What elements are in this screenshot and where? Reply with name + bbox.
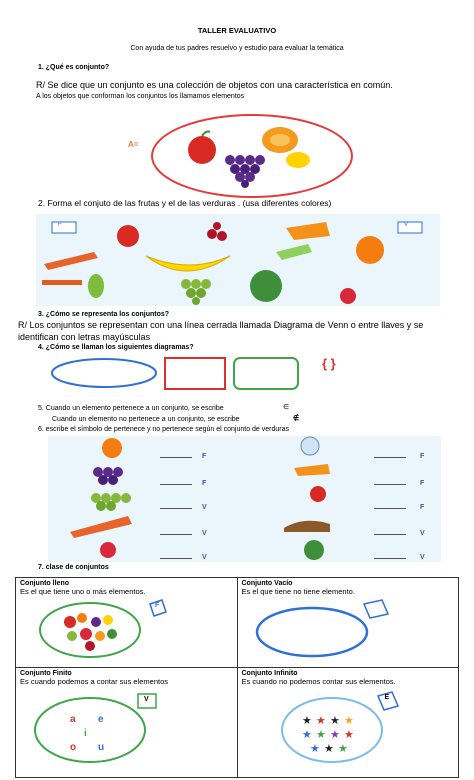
set-label: A= (128, 140, 139, 149)
cell-empty-set (237, 578, 459, 668)
row-3-right-mark: F (420, 504, 425, 511)
venn-rectangle-shape (165, 358, 225, 389)
venn-ellipse-shape (52, 359, 156, 387)
svg-text:★: ★ (309, 742, 320, 755)
fruit-cluster-icon (64, 613, 117, 651)
orange-icon (102, 438, 122, 458)
cell-empty-set-title: Conjunto Vacío (241, 580, 293, 587)
orange-slice-icon (286, 222, 330, 240)
row-5-right-mark: V (420, 554, 425, 561)
cell-finite-set-title: Conjunto Finito (20, 670, 72, 677)
row-3-left-mark: V (202, 504, 207, 511)
leek-icon (276, 244, 312, 260)
radish-icon (340, 288, 356, 304)
vowel-i: i (84, 728, 87, 739)
empty-set-diagram (242, 596, 452, 660)
cell-empty-set-text: Es el que tiene no tiene elemento. (241, 587, 355, 596)
cell-infinite-set-text: Es cuando no podemos contar sus elementos. (241, 677, 396, 686)
vowel-e: e (98, 714, 104, 725)
banana-icon (146, 256, 230, 271)
answer-1-line2: A los objetos que conforman los conjuntos los llamamos elementos (36, 93, 245, 100)
cell-full-set-title: Conjunto lleno (20, 580, 69, 587)
cell-full-set-text: Es el que tiene uno o más elementos. (20, 587, 146, 596)
orange-slice-icon (294, 464, 330, 476)
cell-finite-set-text: Es cuando podemos a contar sus elementos (20, 677, 169, 686)
vowel-u: u (98, 742, 105, 753)
panel-box-right: V (404, 222, 409, 228)
page-subtitle: Con ayuda de tus padres resuelvo y estudio para evaluar la temática (130, 45, 344, 52)
svg-text:★: ★ (343, 714, 354, 727)
question-5-line1: 5. Cuando un elemento pertenece a un conjunto, se escribe (38, 405, 224, 412)
grapes-icon (93, 467, 123, 485)
fruit-vegetable-panel (36, 214, 440, 306)
stars-icon (302, 714, 354, 755)
svg-text:★: ★ (323, 742, 334, 755)
row-2-right (374, 472, 424, 490)
venn-rounded-rectangle-shape (234, 358, 298, 389)
row-5-right (374, 546, 425, 564)
grapes-icon (225, 155, 265, 188)
svg-text:★: ★ (315, 714, 326, 727)
row-1-left-mark: F (202, 453, 207, 460)
cell-finite-set-tag: V (144, 696, 149, 703)
not-belongs-symbol: ∉ (293, 415, 300, 422)
question-3: 3. ¿Cómo se representa los conjuntos? (38, 311, 170, 318)
svg-text:★: ★ (337, 742, 348, 755)
question-1: 1. ¿Qué es conjunto? (38, 64, 110, 71)
answer-1-line1: R/ Se dice que un conjunto es una colección de objetos con una característica en común. (36, 80, 393, 90)
cabbage-icon (304, 540, 324, 560)
green-grapes-icon (181, 279, 211, 305)
svg-text:★: ★ (329, 728, 340, 741)
row-1-right (374, 445, 424, 463)
finite-set-diagram (20, 686, 230, 766)
row-2-right-mark: F (420, 480, 425, 487)
svg-text:★: ★ (343, 728, 354, 741)
svg-text:★: ★ (329, 714, 340, 727)
question-5-line2: Cuando un elemento no pertenece a un conjunto, se escribe (52, 416, 240, 423)
vowel-o: o (70, 742, 77, 753)
row-4-right-mark: V (420, 530, 425, 537)
question-2: 2. Forma el conjuto de las frutas y el de las verduras . (usa diferentes colores) (38, 198, 332, 208)
cell-infinite-set (237, 668, 459, 778)
cell-full-set (16, 578, 238, 668)
cell-finite-set (16, 668, 238, 778)
carrot-icon (44, 252, 98, 270)
question-4: 4. ¿Cómo se llaman los siguientes diagramas? (38, 344, 194, 351)
row-4-left (160, 522, 207, 540)
fruit-set-diagram (150, 112, 355, 200)
cherries-icon (207, 222, 227, 241)
svg-text:★: ★ (301, 714, 312, 727)
question-6: 6. escribe el símbolo de pertenece y no pertenece según el conjunto de verduras (38, 426, 289, 433)
row-5-left (160, 546, 207, 564)
carrots-icon (42, 280, 82, 285)
apple-icon (188, 136, 216, 164)
panel-box-left: F (58, 222, 62, 228)
row-1-left (160, 445, 206, 463)
svg-text:★: ★ (301, 728, 312, 741)
radish-icon (100, 542, 116, 558)
question-7: 7. clase de conjuntos (38, 564, 109, 571)
cell-infinite-set-tag: E (384, 694, 390, 701)
row-5-left-mark: V (202, 554, 207, 561)
vowel-a: a (70, 714, 76, 725)
apple-icon (310, 486, 326, 502)
svg-text:★: ★ (315, 728, 326, 741)
row-4-right (374, 522, 425, 540)
row-2-left (160, 472, 206, 490)
set-types-table (15, 577, 459, 778)
row-1-right-mark: F (420, 453, 425, 460)
lemon-icon (286, 152, 310, 168)
belongs-symbol: ∈ (283, 404, 290, 411)
page-title: TALLER EVALUATIVO (197, 26, 277, 35)
lettuce-icon (250, 270, 282, 302)
carrot-icon (70, 516, 132, 538)
cell-full-set-tag: F (155, 602, 160, 609)
row-3-right (374, 496, 424, 514)
infinite-set-diagram (242, 686, 452, 766)
apple-icon (117, 225, 139, 247)
answer-3-line1: R/ Los conjuntos se representan con una línea cerrada llamada Diagrama de Venn o entre llaves y se (18, 320, 424, 330)
answer-3-line2: identifican con letras mayúsculas (18, 332, 151, 342)
row-4-left-mark: V (202, 530, 207, 537)
face-icon (301, 437, 319, 455)
green-grapes-icon (91, 493, 131, 511)
braces-shape: { } (322, 356, 336, 371)
row-3-left (160, 496, 207, 514)
row-2-left-mark: F (202, 480, 207, 487)
shoe-icon (284, 521, 330, 532)
orange-icon (356, 236, 384, 264)
cell-infinite-set-title: Conjunto Infinito (241, 670, 298, 677)
pear-icon (88, 274, 104, 298)
full-set-diagram (20, 596, 230, 660)
